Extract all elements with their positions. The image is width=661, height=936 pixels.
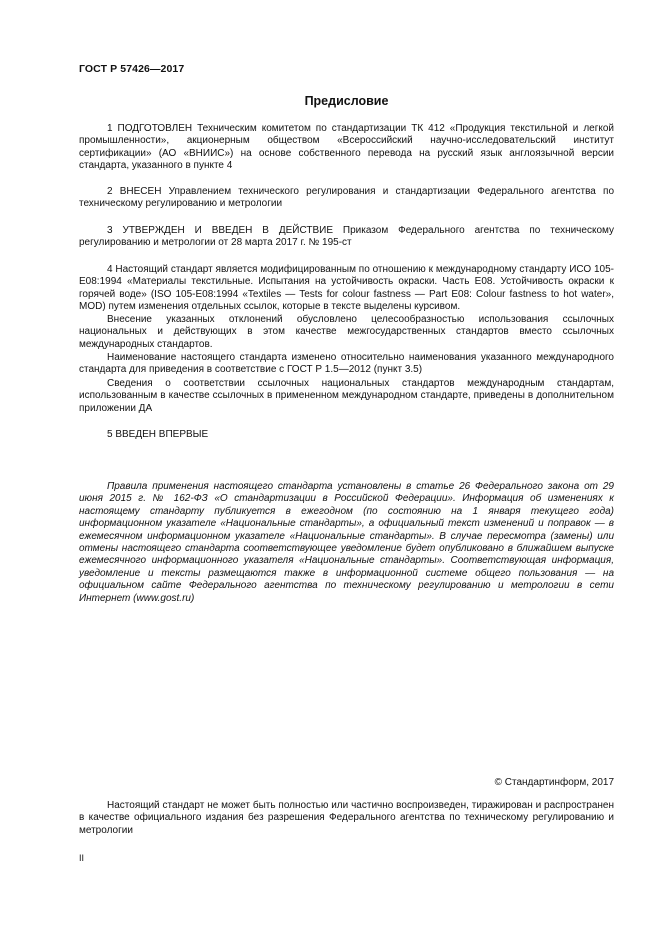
preface-item-3: 3 УТВЕРЖДЕН И ВВЕДЕН В ДЕЙСТВИЕ Приказом Федерального агентства по техническому регулированию и метрологии от 28 марта 2017 г. № 195-ст [79,225,614,249]
rules-application-notice: Правила применения настоящего стандарта установлены в статье 26 Федерального закона от 29 июня 2015 г. № 162-ФЗ «О стандартизации в Российской Федерации». Информация об изменениях к настоящему стандарту публикуется в ежегодном (по состоянию на 1 января текущего года) информационном указателе «Национальные стандарты», а официальный текст изменений и поправок — в ежемесячном информационном указателе «Национальные стандарты». В случае пересмотра (замены) или отмены настоящего стандарта соответствующее уведомление будет опубликовано в ближайшем выпуске ежемесячного информационного указателя «Национальные стандарты». Соответствующая информация, уведомление и тексты размещаются также в информационной системе общего пользования — на официальном сайте Федерального агентства по техническому регулированию и метрологии в сети Интернет (www.gost.ru) [79,481,614,604]
page-title: Предисловие [304,94,389,108]
preface-item-1: 1 ПОДГОТОВЛЕН Техническим комитетом по стандартизации ТК 412 «Продукция текстильной и легкой промышленности», акционерным обществом «Всероссийский научно-исследовательский институт сертификации» (АО «ВНИИС») на основе собственного перевода на русский язык англоязычной версии стандарта, указанного в пункте 4 [79,123,614,172]
preface-item-4-deviations: Внесение указанных отклонений обусловлено целесообразностью использования ссылочных национальных и действующих в этом качестве межгосударственных стандартов вместо ссылочных международных стандартов. [79,314,614,350]
reproduction-notice: Настоящий стандарт не может быть полностью или частично воспроизведен, тиражирован и распространен в качестве официального издания без разрешения Федерального агентства по техническому регулированию и метрологии [79,800,614,836]
preface-item-4: 4 Настоящий стандарт является модифицированным по отношению к международному стандарту ИСО 105-E08:1994 «Материалы текстильные. Испытания на устойчивость окраски. Часть E08. Устойчивость окраски к горячей воде» (ISO 105-E08:1994 «Textiles — Tests for colour fastness — Part E08: Colour fastness to hot water», MOD) путем изменения отдельных ссылок, которые в тексте выделены курсивом. [79,264,614,313]
preface-item-4-title-change: Наименование настоящего стандарта изменено относительно наименования указанного международного стандарта для приведения в соответствие с ГОСТ Р 1.5—2012 (пункт 3.5) [79,352,614,376]
copyright-line: © Стандартинформ, 2017 [494,777,614,788]
standard-id-header: ГОСТ Р 57426—2017 [79,63,185,75]
preface-item-5: 5 ВВЕДЕН ВПЕРВЫЕ [107,429,209,440]
page-number: II [79,853,85,863]
preface-item-2: 2 ВНЕСЕН Управлением технического регулирования и стандартизации Федерального агентства по техническому регулированию и метрологии [79,186,614,210]
preface-item-4-references: Сведения о соответствии ссылочных национальных стандартов международным стандартам, использованным в качестве ссылочных в примененном международном стандарте, приведены в дополнительном приложении ДА [79,378,614,414]
